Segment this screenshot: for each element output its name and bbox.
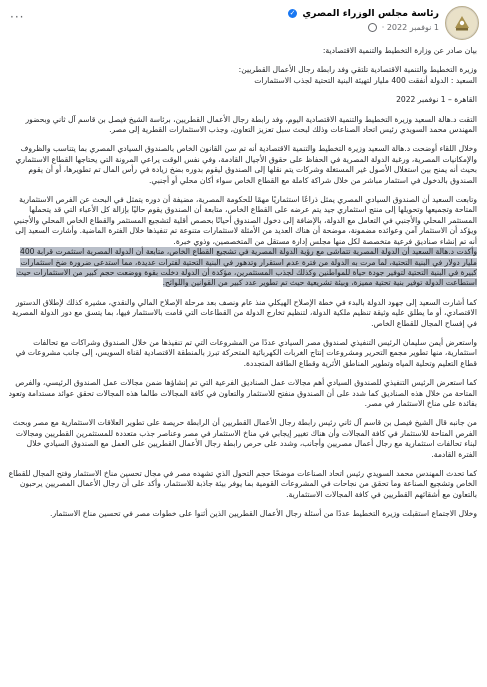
- post-meta: [368, 23, 439, 32]
- verified-badge-icon: ✓: [289, 9, 296, 17]
- paragraph: وخلال اللقاء أوضحت د.هالة السعيد وزيرة التخطيط والتنمية الاقتصادية أنه تم سن القانون الخاص بالصندوق السيادي المصري بما يتناسب والظروف والإمكانيات المصرية، ورغبة الدولة المصرية في الحفاظ على حقوق الأجيال القادمة، وفي نفس الوقت يراعي المرونة التي يحتاجها القطاع الاستثماري بحيث أنه يمنح بين استغلال الأصول غير المستغلة وشركات يتم نقلها إلى الصندوق ليقوم بدوره بضخ زيادة في رأس المال تم تطويرها، أو أن يقوم الصندوق بالدخول في استثمار مباشر من خلال شراكة كاملة مع القطاع الخاص سواء أكان محلي أو أجنبي.: [15, 144, 477, 185]
- page-name[interactable]: [288, 8, 439, 19]
- paragraph: وخلال الاجتماع استقبلت وزيرة التخطيط عددًا من أسئلة رجال الأعمال القطريين الذين أثنوا على خطوات مصر في تحسين مناخ الاستثمار.: [50, 509, 477, 519]
- dateline: القاهرة – 1 نوفمبر 2022: [396, 95, 477, 105]
- post-date[interactable]: 1 نوفمبر 2022 ·: [381, 23, 439, 32]
- page-name-text[interactable]: رئاسة مجلس الوزراء المصري: [302, 8, 439, 19]
- public-globe-icon: [368, 23, 377, 32]
- paragraph: كما تحدث المهندس محمد السويدي رئيس اتحاد الصناعات موضحًا حجم التحول الذي تشهده مصر في مجال تحسين مناخ الاستثمار وفتح المجال للقطاع الخاص وتشجيع الصناعة وما تحقق من نجاحات في المشروعات القومية بما يوفر بيئة جاذبة للاستثمار، وأكد على أن رجال الأعمال المصريين يرحبون بالتعاون مع أشقائهم القطريين في كافة المجالات الاستثمارية.: [8, 469, 477, 499]
- paragraph: واستعرض أيمن سليمان الرئيس التنفيذي لصندوق مصر السيادي عددًا من المشروعات التي تم تنفيذها من خلال الصندوق وشراكات مع تحالفات استثمارية، منها تطوير مجمع التحرير ومشروعات إنتاج الغربات الكهربائية المتحركة تبرز بالمنطقة الاقتصادية لقناة السويس، إلى جانب مشروعات في قطاع التعليم وتحلية المياه وتطوير المناطق الأثرية وقطاع الطاقة المتجددة.: [15, 337, 477, 368]
- paragraph-part: وتابعت السعيد أن الصندوق السيادي المصري يمثل ذراعًا استثماريًا مهمًا للحكومة المصرية، مضيفة أن دوره يتمثل في البحث عن الفرص الاستثمارية المتاحة وتجميعها وتحويلها إلى منتج استثماري جيد يتم عرضه على القطاع الخاص، متابعة أن الصندوق يقوم حاليًا بإزالة كل الأعباء التي قد يتحملها المستثمر المحلي والأجنبي في التعامل مع الدولة، بالإضافة إلى دخول الصندوق أحيانًا بحصص أقلية لتشجيع المستثمر والقطاع الخاص المحلي والأجنبي ويؤكد أن الاستثمار آمن وعوائده مضمونة، موضحة أن هناك العديد من الأمثلة لاستثمارات متنوعة تم تنفيذها خلال الفترة الماضية. وأشارت السعيد إلى أنه تم إنشاء صناديق فرعية متخصصة لكل منها مجلس إدارة مستقل من المتخصصين، وذوي خبرة.: [13, 195, 477, 246]
- more-options-icon[interactable]: ···: [10, 10, 25, 24]
- paragraph: من جانبه قال الشيخ فيصل بن قاسم آل ثاني رئيس رابطة رجال الأعمال القطريين أن الرابطة حريصة على تطوير العلاقات الاستثمارية مع مصر وبحث الفرص المتاحة للاستثمار في كافة المجالات وأن هناك تغيير إيجابي في مناخ الاستثمار في مصر وعناصر جذب متعددة للمستثمرين القطريين ومجالات لبناء تحالفات استثمارية مع رجال أعمال مصريين وأجانب، وشدد على حرص رابطة رجال الأعمال القطريين على العمل مع الصندوق السيادي خلال الفترة القادمة.: [12, 418, 477, 459]
- headline-2: وزيرة التخطيط والتنمية الاقتصادية تلتقي وفد رابطة رجال الأعمال القطريين:: [238, 65, 477, 75]
- paragraph: كما استعرض الرئيس التنفيذي للصندوق السيادي أهم مجالات عمل الصناديق الفرعية التي تم إنشاؤها ضمن مجالات عمل الصندوق الرئيسي، والفرص المتاحة من خلال هذه الصناديق كما شدد على أن الصندوق منفتح للاستثمار والتعاون في كافة المجالات طالما هذه المجالات تحقق عوائد مستدامة وتعود بفائدة على مناخ الاستثمار في مصر.: [8, 378, 477, 408]
- paragraph: كما أشارت السعيد إلى جهود الدولة بالبدء في خطة الإصلاح الهيكلي منذ عام ونصف بعد مرحلة الإصلاح المالي والنقدي، مشيرة كذلك لإطلاق الدستور الاقتصادي، أو ما يطلق عليه وثيقة تنظيم ملكية الدولة، لتنظيم تخارج الدولة من القطاعات التي قامت بالاستثمار فيها، بما يتسق مع دور الدولة المصرية في إفساح المجال للقطاع الخاص.: [12, 297, 477, 328]
- page-avatar[interactable]: [445, 6, 479, 40]
- post-header: [8, 6, 479, 42]
- paragraph: التقت د.هالة السعيد وزيرة التخطيط والتنمية الاقتصادية اليوم، وفد رابطة رجال الأعمال القطريين، برئاسة الشيخ فيصل بن قاسم آل ثاني وبحضور المهندس محمد السويدي رئيس اتحاد الصناعات وذلك لبحث سبل تعزيز التعاون، وجذب الاستثمارات القطرية إلى مصر.: [25, 114, 477, 135]
- cabinet-emblem-icon: [446, 7, 478, 39]
- paragraph: [8, 195, 477, 247]
- headline-3: السعيد : الدولة أنفقت 400 مليار لتهيئة البنية التحتية لجذب الاستثمارات: [254, 75, 477, 85]
- highlighted-text: وأكدت د.هالة السعيد أن الدولة المصرية تتماشى مع رؤية الدولة المصرية في تشجيع القطاع الخاص، متابعة أن الدولة المصرية استثمرت قرابة 400 مليار دولار في البنية التحتية، لما مرت به الدولة من فترة عدم استقرار وتدهور في البنية التحتية لفترات عديدة، مما استدعى ضرورة ضخ استثمارات كبيرة في البنية التحتية لتوفير جودة حياة للمواطنين وكذلك لجذب المستثمرين، مؤكدة أن الدولة دخلت بقوة ووضعت حجم كبير من الاستثمارات حيث استطاعت الدولة توفير بنية تحتية مميزة، وبيئة تشريعية حيث تم تطوير عدد كبير من القوانين واللوائح.: [16, 247, 477, 288]
- paragraph: [8, 247, 477, 289]
- headline-1: بيان صادر عن وزارة التخطيط والتنمية الاقتصادية:: [322, 46, 477, 55]
- post-text: [8, 46, 477, 529]
